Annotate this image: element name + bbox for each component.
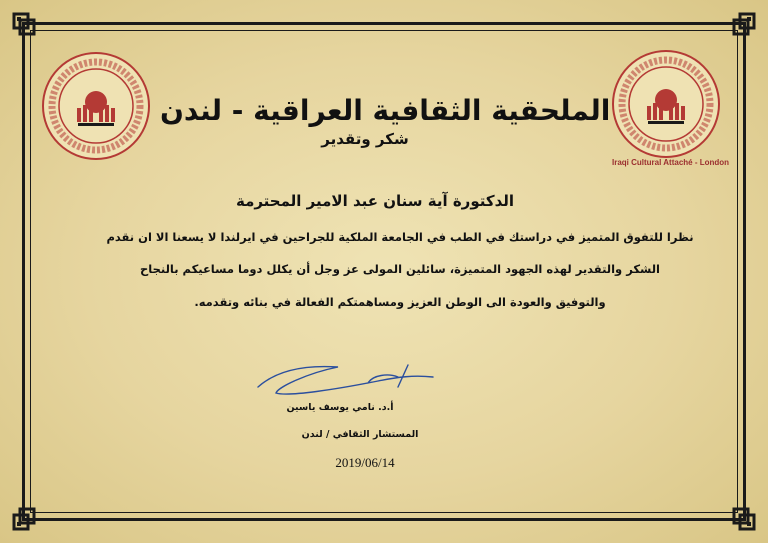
signer-title: المستشار الثقافي / لندن [301, 429, 419, 440]
handwritten-signature [248, 347, 448, 407]
ministry-seal-right [610, 48, 722, 160]
signer-name: أ.د. نامي يوسف ياسين [286, 402, 394, 413]
corner-ornament-bottom-right [722, 497, 756, 531]
corner-ornament-bottom-left [12, 497, 46, 531]
body-text-line-2: الشكر والتقدير لهذه الجهود المتميزة، سائلين المولى عز وجل أن يكلل دوما مساعيكم بالنجاح [140, 262, 660, 276]
corner-ornament-top-left [12, 12, 46, 46]
recipient-name: الدكتورة آية سنان عبد الامير المحترمة [235, 192, 515, 210]
seal-caption: Iraqi Cultural Attaché - London [612, 158, 730, 167]
certificate-date: 2019/06/14 [335, 455, 395, 470]
certificate-subtitle: شكر وتقدير [321, 130, 409, 148]
body-text-line-3: والتوفيق والعودة الى الوطن العزيز ومساهمتكم الفعالة في بنائه وتقدمه. [194, 295, 606, 309]
certificate-title: الملحقية الثقافية العراقية - لندن [160, 94, 611, 127]
body-text-line-1: نظرا للتفوق المتميز في دراستك في الطب في الجامعة الملكية للجراحين في ايرلندا لا يسعنا الا ان نقدم [106, 230, 694, 244]
ministry-seal-left [40, 50, 152, 162]
corner-ornament-top-right [722, 12, 756, 46]
